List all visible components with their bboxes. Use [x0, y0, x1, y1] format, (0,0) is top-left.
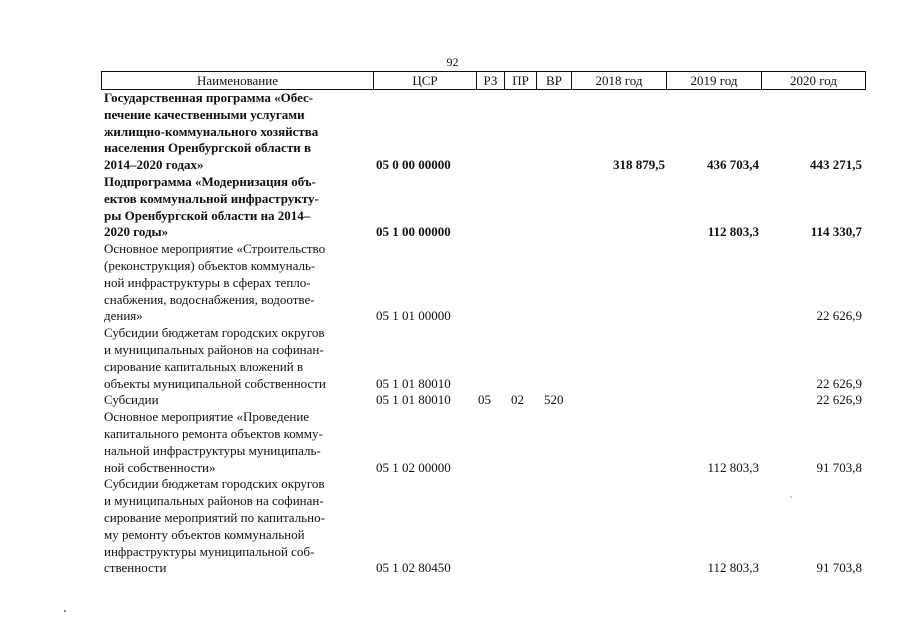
- row-name: [104, 476, 356, 577]
- row-name-line: сирование капитальных вложений в: [104, 358, 304, 374]
- cell-csr: 05 0 00 00000: [376, 157, 451, 173]
- table-row: [0, 90, 905, 174]
- table-row: [0, 392, 905, 409]
- table-row: [0, 174, 905, 241]
- header-2018: 2018 год: [571, 72, 666, 89]
- header-name: Наименование: [197, 73, 278, 88]
- cell-y2019: 112 803,3: [707, 459, 759, 475]
- header-2020: 2020 год: [761, 72, 865, 89]
- cell-csr: 05 1 02 00000: [376, 459, 451, 475]
- cell-csr: 05 1 01 80010: [376, 392, 451, 408]
- cell-y2020: 22 626,9: [816, 375, 862, 391]
- header-vr: ВР: [536, 72, 571, 89]
- cell-csr: 05 1 02 80450: [376, 560, 451, 576]
- row-name-line: снабжения, водоснабжения, водоотве-: [104, 291, 315, 307]
- cell-y2020: 22 626,9: [816, 392, 862, 408]
- row-name-line: капитального ремонта объектов комму-: [104, 425, 323, 441]
- cell-y2020: 443 271,5: [810, 157, 862, 173]
- table-row: [0, 409, 905, 476]
- row-name-line: жилищно-коммунального хозяйства: [104, 123, 319, 139]
- row-name-line: Подпрограмма «Модернизация объ-: [104, 174, 316, 189]
- cell-y2019: 112 803,3: [707, 224, 759, 240]
- row-name-line: ры Оренбургской области на 2014–: [104, 207, 311, 223]
- row-name-line: 2020 годы»: [104, 224, 169, 240]
- scan-speck: [64, 610, 66, 612]
- row-name-line: инфраструктуры муниципальной соб-: [104, 543, 315, 559]
- table-row: [0, 476, 905, 577]
- table-header: [101, 71, 866, 90]
- row-name: [104, 90, 356, 174]
- cell-y2019: 436 703,4: [707, 157, 759, 173]
- cell-vr: 520: [544, 392, 564, 408]
- table-row: [0, 241, 905, 325]
- row-name-line: объекты муниципальной собственности: [104, 375, 326, 391]
- row-name: [104, 409, 356, 476]
- row-name-line: ной собственности»: [104, 459, 216, 475]
- row-name-line: Субсидии бюджетам городских округов: [104, 476, 325, 492]
- header-2019: 2019 год: [666, 72, 761, 89]
- row-name-line: населения Оренбургской области в: [104, 140, 311, 156]
- header-rz: РЗ: [476, 72, 504, 89]
- row-name: [104, 174, 356, 241]
- page-number: 92: [446, 55, 459, 69]
- scan-speck: [790, 496, 792, 498]
- row-name: [104, 325, 356, 392]
- row-name-line: и муниципальных районов на софинан-: [104, 341, 324, 357]
- row-name-line: дения»: [104, 308, 143, 324]
- row-name: [104, 241, 356, 325]
- row-name-line: Государственная программа «Обес-: [104, 90, 314, 105]
- row-name-line: сирование мероприятий по капитально-: [104, 509, 325, 525]
- row-name-line: Основное мероприятие «Строительство: [104, 241, 326, 257]
- row-name-line: нальной инфраструктуры муниципаль-: [104, 442, 321, 458]
- header-pr: ПР: [504, 72, 536, 89]
- cell-y2019: 112 803,3: [707, 560, 759, 576]
- cell-y2020: 91 703,8: [816, 560, 862, 576]
- row-name-line: му ремонту объектов коммунальной: [104, 526, 305, 542]
- cell-csr: 05 1 00 00000: [376, 224, 451, 240]
- cell-y2020: 91 703,8: [816, 459, 862, 475]
- cell-y2020: 22 626,9: [816, 308, 862, 324]
- row-name-line: ственности: [104, 560, 167, 576]
- table-row: [0, 325, 905, 392]
- header-csr: ЦСР: [373, 72, 476, 89]
- row-name-line: 2014–2020 годах»: [104, 157, 204, 173]
- row-name: [104, 392, 356, 409]
- row-name-line: Субсидии бюджетам городских округов: [104, 325, 325, 341]
- row-name-line: и муниципальных районов на софинан-: [104, 493, 324, 509]
- cell-y2018: 318 879,5: [613, 157, 665, 173]
- row-name-line: ектов коммунальной инфраструкту-: [104, 190, 319, 206]
- row-name-line: печение качественными услугами: [104, 106, 305, 122]
- row-name-line: Субсидии: [104, 392, 159, 408]
- row-name-line: (реконструкция) объектов коммуналь-: [104, 257, 316, 273]
- cell-csr: 05 1 01 80010: [376, 375, 451, 391]
- cell-csr: 05 1 01 00000: [376, 308, 451, 324]
- row-name-line: Основное мероприятие «Проведение: [104, 409, 310, 425]
- cell-pr: 02: [511, 392, 524, 408]
- row-name-line: ной инфраструктуры в сферах тепло-: [104, 274, 311, 290]
- cell-rz: 05: [478, 392, 491, 408]
- cell-y2020: 114 330,7: [810, 224, 862, 240]
